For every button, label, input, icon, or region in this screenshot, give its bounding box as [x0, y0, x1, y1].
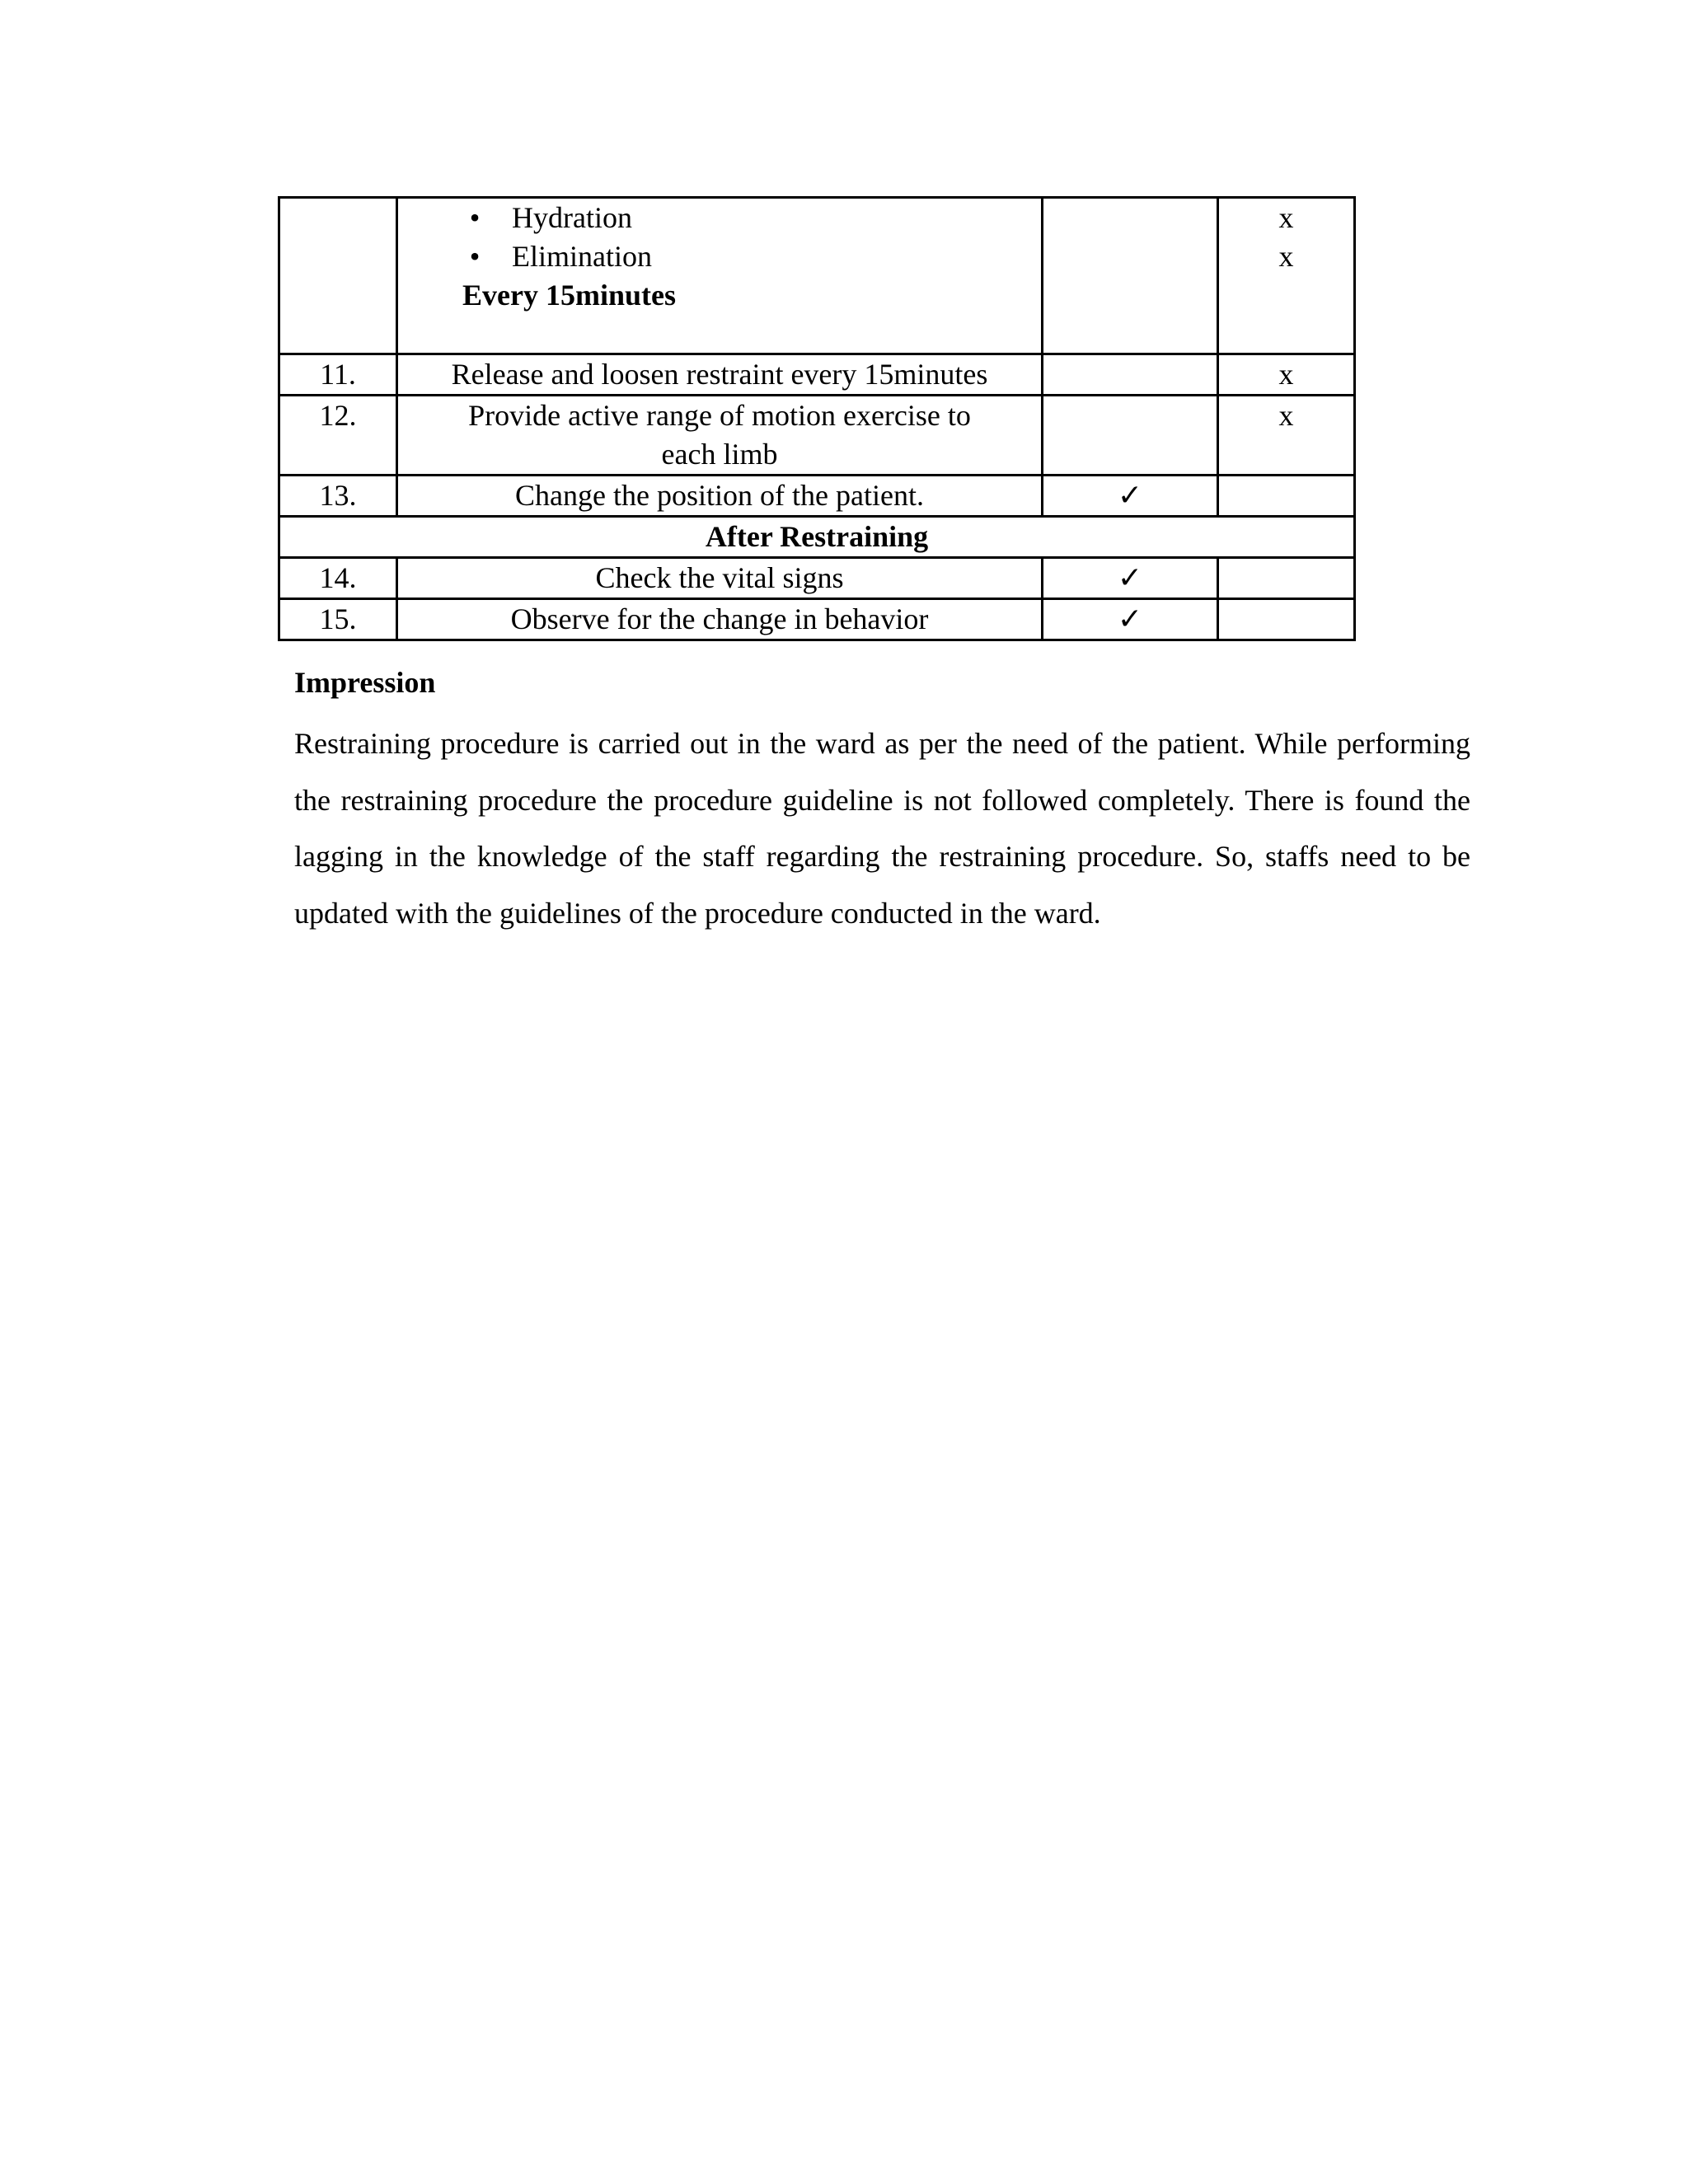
step-number-cell: 11.	[279, 354, 397, 396]
step-description-cell: Provide active range of motion exercise to each limb	[397, 396, 1043, 476]
yes-cell	[1043, 396, 1218, 476]
bullet-text: Elimination	[512, 240, 652, 273]
impression-paragraph: Restraining procedure is carried out in the ward as per the need of the patient. While performing the restraining procedure the procedure guideline is not followed completely. There is found the lagging in the knowledge of the staff regarding the restraining procedure. So, staffs need to be updated with the guidelines of the procedure conducted in the ward.	[294, 727, 1470, 930]
bullet-icon: •	[469, 201, 481, 234]
procedure-checklist-table	[278, 196, 1356, 641]
table-row	[279, 396, 1355, 476]
yes-cell: ✓	[1043, 599, 1218, 640]
no-mark: x	[1278, 201, 1294, 234]
step-description-cell: Change the position of the patient.	[397, 476, 1043, 517]
step-description-cell: Check the vital signs	[397, 558, 1043, 599]
step-description-cell: Release and loosen restraint every 15minutes	[397, 354, 1043, 396]
list-item	[462, 237, 1041, 276]
step-description-cell: Observe for the change in behavior	[397, 599, 1043, 640]
yes-cell	[1043, 198, 1218, 354]
no-mark: x	[1278, 240, 1294, 273]
no-cell	[1218, 198, 1355, 354]
step-number-cell: 12.	[279, 396, 397, 476]
bullet-list	[398, 199, 1041, 276]
list-item	[462, 199, 1041, 237]
yes-cell: ✓	[1043, 558, 1218, 599]
section-heading: After Restraining	[279, 517, 1355, 558]
table-row	[279, 599, 1355, 640]
impression-heading: Impression	[294, 666, 436, 699]
no-cell: x	[1218, 396, 1355, 476]
step-number-cell: 14.	[279, 558, 397, 599]
table-row	[279, 476, 1355, 517]
no-cell	[1218, 558, 1355, 599]
step-number-cell	[279, 198, 397, 354]
step-number-cell: 13.	[279, 476, 397, 517]
table-row	[279, 198, 1355, 354]
no-cell	[1218, 476, 1355, 517]
no-cell: x	[1218, 354, 1355, 396]
section-heading-row	[279, 517, 1355, 558]
bullet-icon: •	[469, 240, 481, 273]
frequency-subheading: Every 15minutes	[462, 279, 676, 312]
yes-cell: ✓	[1043, 476, 1218, 517]
step-description-cell	[397, 198, 1043, 354]
table-row	[279, 558, 1355, 599]
step-number-cell: 15.	[279, 599, 397, 640]
bullet-text: Hydration	[512, 201, 632, 234]
no-cell	[1218, 599, 1355, 640]
yes-cell	[1043, 354, 1218, 396]
table-row	[279, 354, 1355, 396]
